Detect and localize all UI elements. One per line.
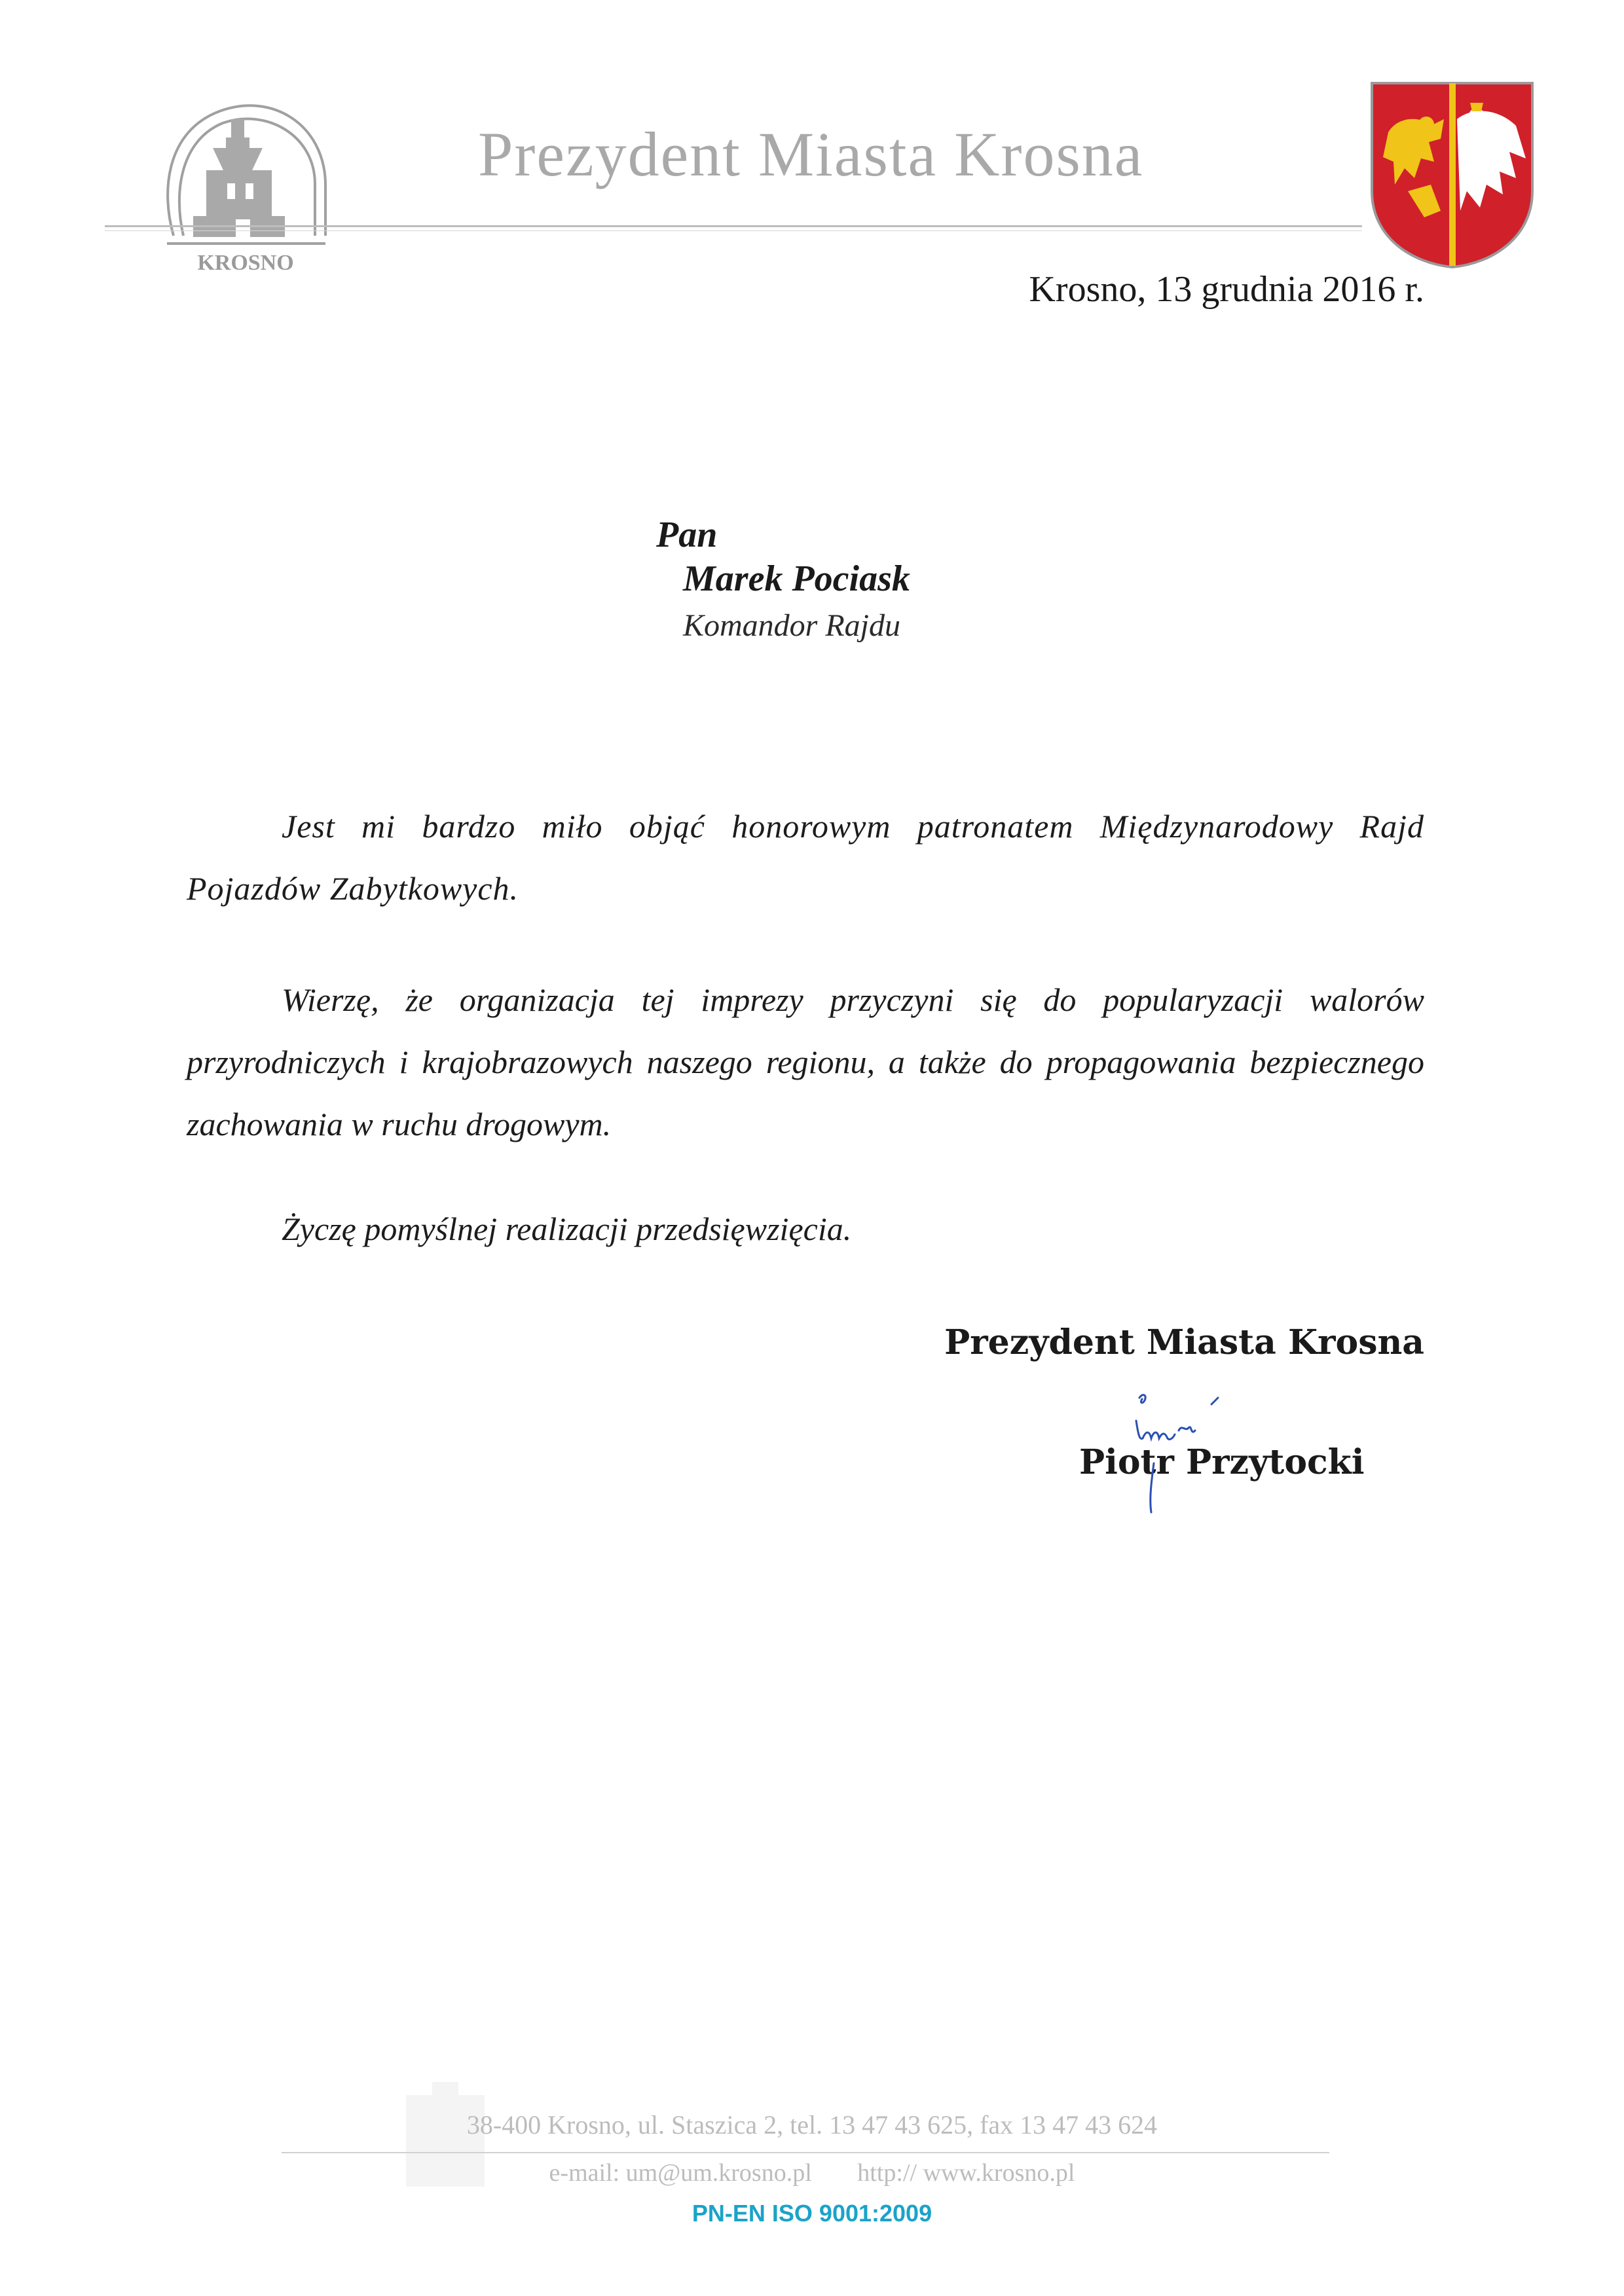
handwritten-signature-icon	[1113, 1385, 1283, 1516]
header-divider-thin	[105, 230, 1362, 231]
footer-contact	[0, 2159, 1624, 2187]
krosno-logo-icon	[154, 85, 337, 275]
footer-address: 38-400 Krosno, ul. Staszica 2, tel. 13 47 43 625, fax 13 47 43 624	[466, 2110, 1158, 2140]
recipient-salutation: Pan	[656, 515, 718, 555]
footer-divider	[282, 2152, 1329, 2153]
footer-iso-certification: PN-EN ISO 9001:2009	[692, 2200, 932, 2227]
body-paragraph: Życzę pomyślnej realizacji przedsięwzięcia.	[282, 1211, 852, 1247]
letterhead-title: Prezydent Miasta Krosna	[478, 119, 1144, 189]
header-divider	[105, 225, 1362, 227]
recipient-name: Marek Pociask	[683, 558, 910, 599]
signatory-office: Prezydent Miasta Krosna	[944, 1322, 1424, 1362]
body-paragraph: Wierzę, że organizacja tej imprezy przyczyni się do popularyzacji walorów przyrodniczych i krajobrazowych naszego regionu, a także do propagowania bezpiecznego zachowania w ruchu drogowym.	[187, 981, 1424, 1142]
logo-text: KROSNO	[197, 251, 294, 275]
recipient-title: Komandor Rajdu	[683, 608, 901, 643]
letter-date: Krosno, 13 grudnia 2016 r.	[1029, 269, 1424, 310]
footer-website[interactable]: http:// www.krosno.pl	[857, 2159, 1075, 2187]
footer-email[interactable]: e-mail: um@um.krosno.pl	[549, 2159, 812, 2187]
body-paragraph: Jest mi bardzo miło objąć honorowym patronatem Międzynarodowy Rajd Pojazdów Zabytkowych.	[187, 808, 1424, 907]
krosno-coat-of-arms-icon	[1369, 80, 1536, 270]
signatory-name: Piotr Przytocki	[1079, 1442, 1365, 1482]
